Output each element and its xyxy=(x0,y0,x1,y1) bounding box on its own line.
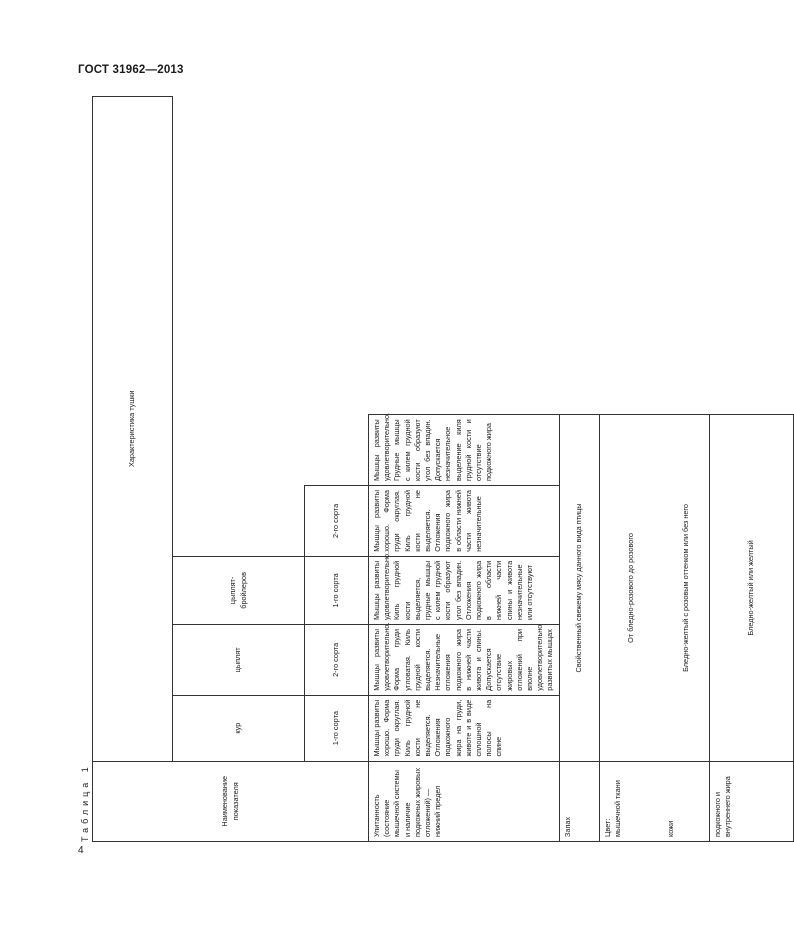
smell-value: Свойственный свежему мясу данного вида птицы xyxy=(559,415,599,761)
kur-header: кур xyxy=(173,695,305,761)
quality-table xyxy=(92,96,794,842)
muscle-kur2: Мышцы развиты удовлетворительно. Форма груди угловатая. Киль грудной кости выделяется. Незначительные отложения подкожного жира в нижней части живота и спины. Допускается отсутствие жировых отложений при вполне удовлетворительно развитых мышцах xyxy=(369,625,560,696)
muscle-color-name xyxy=(599,761,663,841)
broiler-grade1-header: 1-го сорта xyxy=(305,556,369,624)
row-muscle-color xyxy=(599,97,663,842)
muscle-broiler1: Мышцы развиты хорошо. Форма груди округлая. Киль грудной кости не выделяется. Отложения подкожного жира в области нижней части живота незначительные xyxy=(369,486,560,557)
document-title: ГОСТ 31962—2013 xyxy=(78,64,184,76)
header-row-2 xyxy=(173,97,305,842)
header-row-3 xyxy=(305,97,369,842)
row-fat-color xyxy=(709,97,793,842)
tsyplyat-header: цыплят xyxy=(173,625,305,696)
muscle-color-value: От бледно-розового до розового xyxy=(599,415,663,761)
muscle-name: Упитанность (состояние мышечной системы и наличие подкожных жировых отложений) — нижний предел xyxy=(369,761,560,841)
fat-color-name: подкожного и внутреннего жира xyxy=(709,761,793,841)
muscle-broiler2: Мышцы развиты удовлетворительно. Грудные мышцы с килем грудной кости образуют угол без впадин. Допускается незначительное выделение киля грудной кости и отсутствие подкожного жира xyxy=(369,415,560,486)
fat-color-value: Бледно-желтый или желтый xyxy=(709,415,793,761)
row-smell xyxy=(559,97,599,842)
table-caption: Таблица 1 xyxy=(80,763,90,842)
col-name-header: Наименование показателя xyxy=(93,761,369,841)
color-label: Цвет: xyxy=(602,818,612,837)
broiler-grade2-header: 2-го сорта xyxy=(305,486,369,557)
skin-color-name: кожи xyxy=(663,761,709,841)
skin-color-value: Бледно-желтый с розовым оттенком или без него xyxy=(663,415,709,761)
col-group-header: Характеристика тушки xyxy=(93,97,173,762)
rotated-table-container xyxy=(80,96,756,842)
smell-name: Запах xyxy=(559,761,599,841)
header-row-1 xyxy=(93,97,173,842)
kur-grade1-header: 1-го сорта xyxy=(305,695,369,761)
broiler-header: цыплят-бройлеров xyxy=(173,556,305,624)
muscle-tsyplyat: Мышцы развиты удовлетворительно. Киль грудной кости выделяется, грудные мышцы с килем грудной кости образуют угол без впадин. Отложения подкожного жира в области нижней части спины и живота незначительные или отсутствуют xyxy=(369,556,560,624)
page-number: 4 xyxy=(78,845,84,856)
row-skin-color xyxy=(663,97,709,842)
kur-grade2-header: 2-го сорта xyxy=(305,625,369,696)
muscle-color-label: мышечной ткани xyxy=(612,780,622,837)
muscle-kur1: Мышцы развиты хорошо. Форма груди округлая. Киль грудной кости не выделяется. Отложения подкожного жира на груди, животе и в виде сплошной полосы на спине xyxy=(369,695,560,761)
row-muscle xyxy=(369,97,560,842)
